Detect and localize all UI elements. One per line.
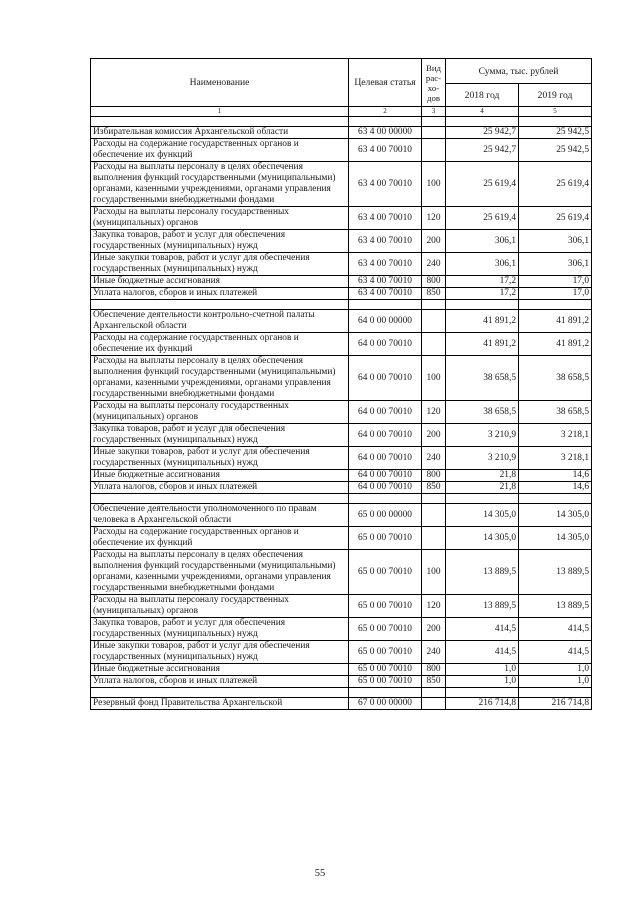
spacer-cell — [422, 688, 446, 698]
section-row — [91, 127, 592, 139]
cell-type: 850 — [422, 288, 446, 300]
header-code: Целевая статья — [349, 59, 422, 107]
table-row — [91, 207, 592, 230]
cell-type: 200 — [422, 230, 446, 253]
cell-value-2019: 41 891,2 — [519, 333, 592, 356]
cell-value-2018: 1,0 — [446, 676, 519, 688]
cell-code: 65 0 00 70010 — [349, 664, 422, 676]
cell-value-2019: 306,1 — [519, 230, 592, 253]
cell-value-2018: 13 889,5 — [446, 550, 519, 595]
cell-value-2018: 21,8 — [446, 470, 519, 482]
cell-name: Уплата налогов, сборов и иных платежей — [91, 676, 349, 688]
cell-code: 64 0 00 00000 — [349, 310, 422, 333]
cell-type: 240 — [422, 253, 446, 276]
cell-value-2019: 17,0 — [519, 276, 592, 288]
cell-type — [422, 698, 446, 710]
spacer-cell — [519, 494, 592, 504]
table-row — [91, 276, 592, 288]
cell-name: Расходы на содержание государственных органов и обеспечение их функций — [91, 527, 349, 550]
table-row — [91, 470, 592, 482]
spacer-row — [91, 117, 592, 127]
spacer-cell — [349, 117, 422, 127]
table-row — [91, 527, 592, 550]
table-row — [91, 288, 592, 300]
table-row — [91, 447, 592, 470]
cell-value-2019: 13 889,5 — [519, 550, 592, 595]
table-row — [91, 333, 592, 356]
cell-value-2019: 25 942,5 — [519, 139, 592, 162]
cell-code: 67 0 00 00000 — [349, 698, 422, 710]
cell-code: 65 0 00 70010 — [349, 618, 422, 641]
cell-name: Расходы на выплаты персоналу государственных (муниципальных) органов — [91, 595, 349, 618]
table-row — [91, 230, 592, 253]
table-body — [91, 117, 592, 710]
cell-value-2018: 13 889,5 — [446, 595, 519, 618]
cell-type: 100 — [422, 162, 446, 207]
cell-value-2018: 25 942,7 — [446, 139, 519, 162]
cell-code: 64 0 00 70010 — [349, 333, 422, 356]
section-row — [91, 310, 592, 333]
cell-type: 800 — [422, 470, 446, 482]
cell-code: 65 0 00 00000 — [349, 504, 422, 527]
table-row — [91, 676, 592, 688]
cell-value-2019: 25 942,5 — [519, 127, 592, 139]
cell-code: 63 4 00 70010 — [349, 253, 422, 276]
cell-value-2018: 216 714,8 — [446, 698, 519, 710]
cell-name: Расходы на выплаты персоналу государственных (муниципальных) органов — [91, 401, 349, 424]
cell-code: 65 0 00 70010 — [349, 527, 422, 550]
cell-value-2018: 21,8 — [446, 482, 519, 494]
cell-type: 120 — [422, 207, 446, 230]
cell-value-2019: 38 658,5 — [519, 356, 592, 401]
cell-value-2019: 3 218,1 — [519, 424, 592, 447]
spacer-cell — [91, 494, 349, 504]
spacer-row — [91, 688, 592, 698]
cell-name: Расходы на выплаты персоналу в целях обеспечения выполнения функций государственными (муниципальными) органами, казенными учреждениями, органами управления государственными внебюджетными фондами — [91, 356, 349, 401]
cell-value-2018: 306,1 — [446, 230, 519, 253]
page-number: 55 — [314, 868, 326, 879]
table-header — [91, 59, 592, 117]
cell-name: Резервный фонд Правительства Архангельской — [91, 698, 349, 710]
cell-code: 64 0 00 70010 — [349, 470, 422, 482]
cell-name: Расходы на выплаты персоналу государственных (муниципальных) органов — [91, 207, 349, 230]
cell-value-2018: 3 210,9 — [446, 447, 519, 470]
spacer-cell — [91, 688, 349, 698]
table-row — [91, 618, 592, 641]
cell-name: Иные бюджетные ассигнования — [91, 470, 349, 482]
cell-code: 65 0 00 70010 — [349, 595, 422, 618]
cell-value-2018: 38 658,5 — [446, 356, 519, 401]
cell-type — [422, 310, 446, 333]
cell-value-2019: 38 658,5 — [519, 401, 592, 424]
cell-value-2018: 41 891,2 — [446, 310, 519, 333]
cell-name: Закупка товаров, работ и услуг для обеспечения государственных (муниципальных) нужд — [91, 618, 349, 641]
cell-code: 64 0 00 70010 — [349, 401, 422, 424]
table-row — [91, 595, 592, 618]
cell-name: Закупка товаров, работ и услуг для обеспечения государственных (муниципальных) нужд — [91, 230, 349, 253]
cell-name: Расходы на содержание государственных органов и обеспечение их функций — [91, 333, 349, 356]
spacer-cell — [446, 688, 519, 698]
spacer-row — [91, 300, 592, 310]
cell-code: 64 0 00 70010 — [349, 356, 422, 401]
cell-value-2019: 3 218,1 — [519, 447, 592, 470]
cell-type: 850 — [422, 482, 446, 494]
cell-code: 63 4 00 70010 — [349, 207, 422, 230]
header-index: 2 — [349, 107, 422, 117]
spacer-cell — [519, 688, 592, 698]
spacer-cell — [446, 494, 519, 504]
cell-name: Иные бюджетные ассигнования — [91, 664, 349, 676]
cell-value-2018: 25 619,4 — [446, 162, 519, 207]
spacer-cell — [91, 300, 349, 310]
spacer-cell — [349, 688, 422, 698]
cell-value-2018: 14 305,0 — [446, 504, 519, 527]
cell-type: 800 — [422, 664, 446, 676]
cell-name: Уплата налогов, сборов и иных платежей — [91, 288, 349, 300]
cell-name: Избирательная комиссия Архангельской области — [91, 127, 349, 139]
table-row — [91, 253, 592, 276]
cell-value-2019: 25 619,4 — [519, 162, 592, 207]
table-row — [91, 424, 592, 447]
cell-code: 64 0 00 70010 — [349, 447, 422, 470]
cell-name: Расходы на содержание государственных органов и обеспечение их функций — [91, 139, 349, 162]
spacer-cell — [422, 494, 446, 504]
cell-type — [422, 139, 446, 162]
cell-type: 200 — [422, 424, 446, 447]
cell-name: Иные закупки товаров, работ и услуг для обеспечения государственных (муниципальных) нужд — [91, 641, 349, 664]
table-row — [91, 664, 592, 676]
header-name: Наименование — [91, 59, 349, 107]
cell-value-2019: 14 305,0 — [519, 527, 592, 550]
cell-type — [422, 333, 446, 356]
spacer-row — [91, 494, 592, 504]
header-index: 4 — [446, 107, 519, 117]
section-row — [91, 698, 592, 710]
header-type: Вид рас- хо- дов — [422, 59, 446, 107]
cell-code: 65 0 00 70010 — [349, 676, 422, 688]
table-row — [91, 356, 592, 401]
cell-value-2018: 14 305,0 — [446, 527, 519, 550]
cell-code: 63 4 00 70010 — [349, 162, 422, 207]
cell-name: Расходы на выплаты персоналу в целях обеспечения выполнения функций государственными (муниципальными) органами, казенными учреждениями, органами управления государственными внебюджетными фондами — [91, 162, 349, 207]
header-sum: Сумма, тыс. рублей — [446, 59, 592, 84]
cell-name: Иные бюджетные ассигнования — [91, 276, 349, 288]
cell-value-2019: 1,0 — [519, 664, 592, 676]
cell-value-2018: 414,5 — [446, 618, 519, 641]
header-index: 1 — [91, 107, 349, 117]
cell-code: 65 0 00 70010 — [349, 550, 422, 595]
cell-value-2018: 38 658,5 — [446, 401, 519, 424]
cell-name: Уплата налогов, сборов и иных платежей — [91, 482, 349, 494]
table-row — [91, 401, 592, 424]
cell-name: Закупка товаров, работ и услуг для обеспечения государственных (муниципальных) нужд — [91, 424, 349, 447]
spacer-cell — [349, 494, 422, 504]
cell-value-2018: 41 891,2 — [446, 333, 519, 356]
spacer-cell — [91, 117, 349, 127]
cell-value-2018: 3 210,9 — [446, 424, 519, 447]
cell-code: 63 4 00 70010 — [349, 139, 422, 162]
cell-type: 200 — [422, 618, 446, 641]
cell-value-2019: 14,6 — [519, 482, 592, 494]
header-index: 3 — [422, 107, 446, 117]
cell-type: 120 — [422, 595, 446, 618]
cell-value-2019: 14 305,0 — [519, 504, 592, 527]
cell-type: 100 — [422, 356, 446, 401]
cell-value-2019: 414,5 — [519, 618, 592, 641]
cell-name: Расходы на выплаты персоналу в целях обеспечения выполнения функций государственными (муниципальными) органами, казенными учреждениями, органами управления государственными внебюджетными фондами — [91, 550, 349, 595]
spacer-cell — [519, 117, 592, 127]
cell-code: 63 4 00 70010 — [349, 276, 422, 288]
cell-name: Иные закупки товаров, работ и услуг для обеспечения государственных (муниципальных) нужд — [91, 447, 349, 470]
table-row — [91, 550, 592, 595]
cell-name: Иные закупки товаров, работ и услуг для обеспечения государственных (муниципальных) нужд — [91, 253, 349, 276]
header-year-2018: 2018 год — [446, 84, 519, 107]
cell-value-2018: 1,0 — [446, 664, 519, 676]
cell-type — [422, 504, 446, 527]
cell-type: 100 — [422, 550, 446, 595]
cell-type — [422, 127, 446, 139]
cell-value-2019: 41 891,2 — [519, 310, 592, 333]
header-index: 5 — [519, 107, 592, 117]
cell-value-2018: 25 619,4 — [446, 207, 519, 230]
cell-value-2019: 306,1 — [519, 253, 592, 276]
table-row — [91, 641, 592, 664]
cell-value-2018: 414,5 — [446, 641, 519, 664]
cell-value-2019: 13 889,5 — [519, 595, 592, 618]
spacer-cell — [446, 117, 519, 127]
cell-type: 800 — [422, 276, 446, 288]
table-row — [91, 482, 592, 494]
table-row — [91, 139, 592, 162]
cell-name: Обеспечение деятельности уполномоченного по правам человека в Архангельской области — [91, 504, 349, 527]
spacer-cell — [519, 300, 592, 310]
header-year-2019: 2019 год — [519, 84, 592, 107]
cell-name: Обеспечение деятельности контрольно-счетной палаты Архангельской области — [91, 310, 349, 333]
section-row — [91, 504, 592, 527]
cell-type — [422, 527, 446, 550]
cell-code: 65 0 00 70010 — [349, 641, 422, 664]
cell-value-2019: 1,0 — [519, 676, 592, 688]
cell-value-2019: 216 714,8 — [519, 698, 592, 710]
spacer-cell — [422, 117, 446, 127]
cell-value-2019: 17,0 — [519, 288, 592, 300]
cell-value-2018: 17,2 — [446, 288, 519, 300]
cell-value-2018: 306,1 — [446, 253, 519, 276]
cell-type: 120 — [422, 401, 446, 424]
budget-table — [90, 58, 592, 710]
cell-code: 63 4 00 70010 — [349, 230, 422, 253]
cell-type: 850 — [422, 676, 446, 688]
cell-type: 240 — [422, 447, 446, 470]
spacer-cell — [349, 300, 422, 310]
cell-value-2018: 25 942,7 — [446, 127, 519, 139]
cell-value-2019: 414,5 — [519, 641, 592, 664]
cell-code: 64 0 00 70010 — [349, 482, 422, 494]
cell-code: 63 4 00 00000 — [349, 127, 422, 139]
cell-value-2019: 25 619,4 — [519, 207, 592, 230]
cell-type: 240 — [422, 641, 446, 664]
spacer-cell — [446, 300, 519, 310]
table-row — [91, 162, 592, 207]
cell-code: 63 4 00 70010 — [349, 288, 422, 300]
cell-value-2019: 14,6 — [519, 470, 592, 482]
cell-value-2018: 17,2 — [446, 276, 519, 288]
spacer-cell — [422, 300, 446, 310]
cell-code: 64 0 00 70010 — [349, 424, 422, 447]
